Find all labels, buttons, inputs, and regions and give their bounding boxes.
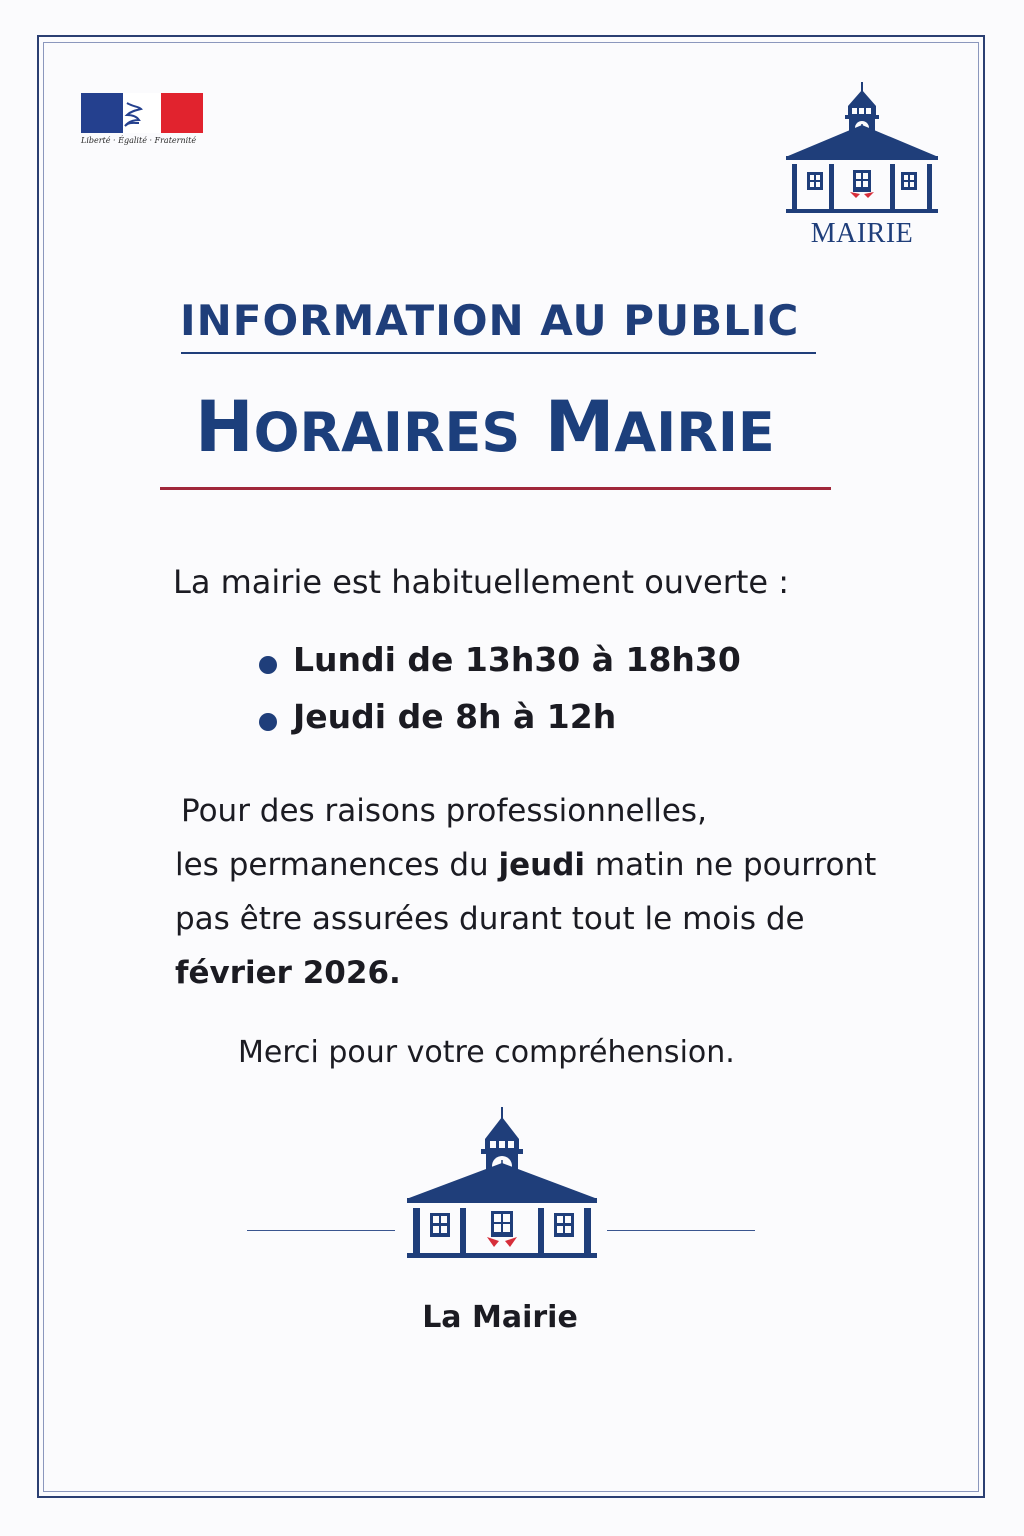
- opening-hours-list: [258, 640, 741, 754]
- title-initial-m: M: [544, 386, 615, 468]
- notice-date: février 2026.: [175, 955, 401, 991]
- notice-kicker: INFORMATION AU PUBLIC: [180, 296, 800, 345]
- page-border-inner: [43, 42, 979, 1492]
- bullet-icon: [259, 656, 277, 674]
- opening-intro: La mairie est habituellement ouverte :: [173, 563, 790, 601]
- divider-left: [247, 1230, 395, 1231]
- closure-notice: [175, 784, 935, 1000]
- notice-line-2-start: les permanences du: [175, 847, 499, 883]
- divider-right: [607, 1230, 755, 1231]
- republic-motto: Liberté · Égalité · Fraternité: [81, 136, 197, 145]
- title-underline: [160, 487, 831, 490]
- title-rest-oraires: ORAIRES: [253, 401, 521, 464]
- mairie-label: MAIRIE: [810, 218, 914, 249]
- notice-line-4: [175, 946, 935, 1000]
- hours-monday: Lundi de 13h30 à 18h30: [293, 640, 741, 679]
- bullet-icon: [259, 713, 277, 731]
- marianne-logo: [81, 93, 203, 149]
- mairie-logo: [784, 80, 940, 250]
- signature: La Mairie: [422, 1300, 578, 1335]
- town-hall-icon: [784, 80, 940, 215]
- title-rest-airie: AIRIE: [614, 401, 775, 464]
- thanks-message: Merci pour votre compréhension.: [238, 1035, 735, 1070]
- hours-thursday: Jeudi de 8h à 12h: [293, 697, 617, 736]
- notice-line-1: Pour des raisons professionnelles,: [181, 793, 707, 829]
- notice-line-2-end: matin ne pourront: [585, 847, 877, 883]
- kicker-underline: [181, 352, 816, 354]
- title-initial-h: H: [195, 386, 254, 468]
- list-item: [258, 697, 741, 754]
- notice-line-2-bold: jeudi: [498, 847, 586, 883]
- list-item: [258, 640, 741, 697]
- tricolor-flag-icon: [81, 93, 203, 133]
- page-title: [195, 386, 815, 468]
- town-hall-icon: [405, 1105, 599, 1260]
- notice-line-3: pas être assurées durant tout le mois de: [175, 901, 805, 937]
- notice-line-2: [175, 838, 935, 892]
